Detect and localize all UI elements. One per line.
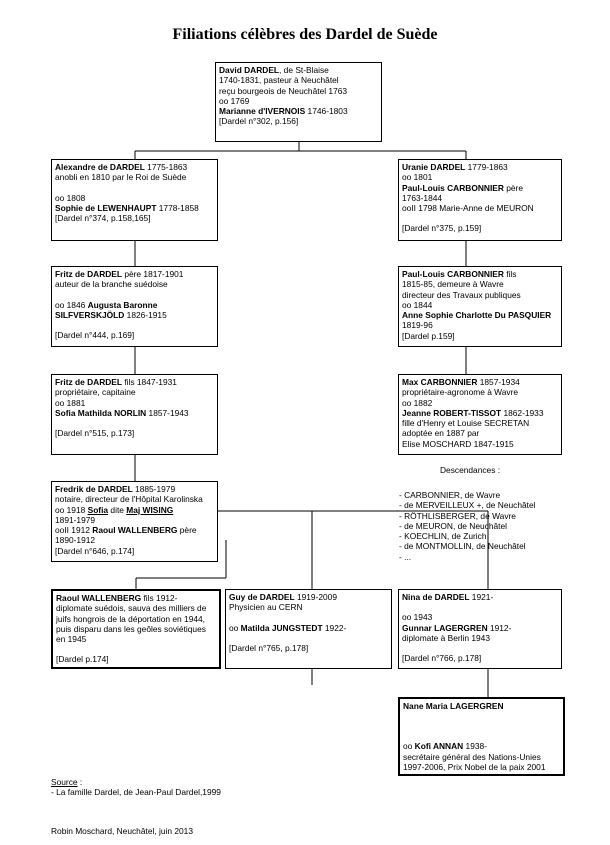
spouse-dates: 1778-1858 <box>156 202 199 213</box>
list-item: - KOECHLIN, de Zurich <box>399 531 487 542</box>
person-dates: 1857-1934 <box>477 377 520 387</box>
person-dates: fils 1847-1931 <box>122 377 177 387</box>
spouse-name: Raoul WALLENBERG <box>92 525 178 536</box>
person-info: propriétaire-agronome à Wavre <box>402 387 519 398</box>
marriage-line: ooII 1912 <box>55 525 93 536</box>
person-info: 1740-1831, pasteur à Neuchâtel <box>219 75 339 86</box>
spouse-name: Matilda JUNGSTEDT <box>240 622 323 633</box>
person-dates: fils 1912- <box>141 593 178 603</box>
reference: [Dardel n°765, p.178] <box>229 642 309 653</box>
marriage-line: oo 1801 <box>402 172 433 183</box>
person-box-raoul-wallenberg <box>51 589 221 669</box>
reference: [Dardel p.174] <box>56 654 109 665</box>
person-box-max-carbonnier <box>398 374 562 455</box>
spouse-info: fille d'Henry et Louise SECRETAN <box>402 418 530 429</box>
person-info: reçu bourgeois de Neuchâtel 1763 <box>219 85 348 96</box>
marriage-line: oo 1881 <box>55 397 86 408</box>
marriage-line: oo 1882 <box>402 397 433 408</box>
spouse-name: Kofi ANNAN <box>414 741 464 752</box>
descendances-heading: Descendances : <box>440 465 501 475</box>
person-info: juifs hongrois de la déportation en 1944, <box>56 613 205 624</box>
source-text: - La famille Dardel, de Jean-Paul Dardel,1999 <box>51 787 221 798</box>
person-info: Physicien au CERN <box>229 602 303 613</box>
person-box-fritz-de-dardel-fils <box>51 374 218 455</box>
spouse-info: diplomate à Berlin 1943 <box>402 632 490 643</box>
person-box-fritz-de-dardel-pere <box>51 266 218 347</box>
person-info: , de St-Blaise <box>279 65 329 75</box>
person-box-nane-maria-lagergren <box>398 697 565 776</box>
marriage-line: oo 1808 <box>55 192 86 203</box>
person-info: auteur de la branche suédoise <box>55 279 168 290</box>
person-info: en 1945 <box>56 634 87 645</box>
person-info: fils <box>503 269 517 279</box>
reference: [Dardel n°766, p.178] <box>402 653 482 664</box>
list-item: - RÖTHLISBERGER, de Wavre <box>399 510 516 521</box>
marriage-line: oo <box>403 741 415 752</box>
marriage-line: oo 1844 <box>402 299 433 310</box>
person-info: anobli en 1810 par le Roi de Suède <box>55 172 187 183</box>
spouse-name: Gunnar LAGERGREN <box>402 622 488 633</box>
person-name: Alexandre de DARDEL <box>55 162 145 172</box>
person-dates: 1775-1863 <box>144 162 188 172</box>
marriage-line: ooII 1798 Marie-Anne de MEURON <box>402 203 534 214</box>
person-box-fredrik-de-dardel <box>51 481 218 562</box>
spouse-dates: 1922- <box>322 622 347 633</box>
person-box-nina-de-dardel <box>398 589 562 669</box>
person-box-paul-louis-carbonnier-fils <box>398 266 562 347</box>
spouse-info: père <box>177 525 197 536</box>
author-credit: Robin Moschard, Neuchâtel, juin 2013 <box>51 826 193 836</box>
person-info: propriétaire, capitaine <box>55 387 136 398</box>
person-info: diplomate suédois, sauva des milliers de <box>56 603 207 614</box>
person-name: David DARDEL <box>219 65 280 75</box>
person-dates: 1921- <box>469 592 494 602</box>
spouse-name: SILFVERSKJÖLD <box>55 309 125 320</box>
person-dates: 1779-1863 <box>465 162 508 172</box>
spouse-dates: 1746-1803 <box>305 106 348 117</box>
reference: [Dardel n°646, p.174] <box>55 545 135 556</box>
person-name: Fredrik de DARDEL <box>55 484 133 494</box>
spouse-name: Jeanne ROBERT-TISSOT <box>402 407 502 418</box>
spouse-dates: 1763-1844 <box>402 192 443 203</box>
reference: [Dardel p.159] <box>402 330 455 341</box>
spouse-name: Marianne d'IVERNOIS <box>219 106 306 117</box>
source-colon: : <box>77 777 83 787</box>
spouse-name: Anne Sophie Charlotte Du PASQUIER <box>402 310 552 321</box>
spouse-name: Paul-Louis CARBONNIER <box>402 182 504 193</box>
person-info: puis disparu dans les geôles soviétiques <box>56 623 206 634</box>
reference: [Dardel n°375, p.159] <box>402 223 482 234</box>
spouse-name: Augusta Baronne <box>87 299 158 310</box>
spouse-info: père <box>503 182 523 193</box>
person-name: Guy de DARDEL <box>229 592 295 602</box>
reference: [Dardel n°374, p.158,165] <box>55 213 151 224</box>
person-info: 1815-85, demeure à Wavre <box>402 279 504 290</box>
reference: [Dardel n°444, p.169] <box>55 330 135 341</box>
person-name: Fritz de DARDEL <box>55 269 122 279</box>
spouse-info: adoptée en 1887 par <box>402 428 480 439</box>
person-info: directeur des Travaux publiques <box>402 289 521 300</box>
spouse-dates: 1826-1915 <box>124 309 167 320</box>
marriage-line: oo 1769 <box>219 95 250 106</box>
spouse-name: Sophie de LEWENHAUPT <box>55 202 157 213</box>
reference: [Dardel n°515, p.173] <box>55 428 135 439</box>
spouse-dates: 1819-96 <box>402 320 433 331</box>
spouse-name: Sofia <box>87 504 109 515</box>
person-name: Raoul WALLENBERG <box>56 593 142 603</box>
reference: [Dardel n°302, p.156] <box>219 116 299 127</box>
person-box-david-dardel <box>215 62 382 142</box>
spouse-dates: 1938- <box>463 741 487 752</box>
marriage-line: oo 1846 <box>55 299 88 310</box>
spouse-dates: 1862-1933 <box>501 407 544 418</box>
spouse-dates: 1890-1912 <box>55 535 96 546</box>
spouse-dates: 1891-1979 <box>55 514 96 525</box>
person-box-guy-de-dardel <box>225 589 392 669</box>
page-title: Filiations célèbres des Dardel de Suède <box>172 26 438 43</box>
list-item: - ... <box>399 551 412 562</box>
spouse-info: Elise MOSCHARD 1847-1915 <box>402 438 514 449</box>
list-item: - de MERVEILLEUX +, de Neuchâtel <box>399 500 536 511</box>
person-name: Uranie DARDEL <box>402 162 466 172</box>
marriage-line: oo <box>229 622 241 633</box>
source-section <box>51 777 221 798</box>
person-dates: 1885-1979 <box>132 484 176 494</box>
person-name: Fritz de DARDEL <box>55 377 122 387</box>
marriage-line: oo 1943 <box>402 612 433 623</box>
spouse-info: secrétaire général des Nations-Unies <box>403 751 541 762</box>
spouse-name: Maj WISING <box>126 504 174 515</box>
person-name: Paul-Louis CARBONNIER <box>402 269 504 279</box>
person-box-uranie-dardel <box>398 159 562 241</box>
person-box-alexandre-de-dardel <box>51 159 218 241</box>
person-name: Max CARBONNIER <box>402 377 478 387</box>
person-name: Nane Maria LAGERGREN <box>403 701 504 711</box>
spouse-info: dite <box>108 504 127 515</box>
source-label: Source <box>51 777 78 787</box>
spouse-info: 1997-2006, Prix Nobel de la paix 2001 <box>403 761 546 772</box>
spouse-name: Sofia Mathilda NORLIN <box>55 407 147 418</box>
spouse-dates: 1857-1943 <box>146 407 189 418</box>
list-item: - CARBONNIER, de Wavre <box>399 490 501 500</box>
person-info: notaire, directeur de l'Hôpital Karolinska <box>55 494 203 505</box>
descendances-list <box>399 490 535 562</box>
person-dates: père 1817-1901 <box>122 269 184 279</box>
list-item: - de MONTMOLLIN, de Neuchâtel <box>399 541 526 552</box>
marriage-line: oo 1918 <box>55 504 88 515</box>
list-item: - de MEURON, de Neuchâtel <box>399 520 507 531</box>
person-dates: 1919-2009 <box>294 592 338 602</box>
person-name: Nina de DARDEL <box>402 592 470 602</box>
spouse-dates: 1912- <box>487 622 512 633</box>
